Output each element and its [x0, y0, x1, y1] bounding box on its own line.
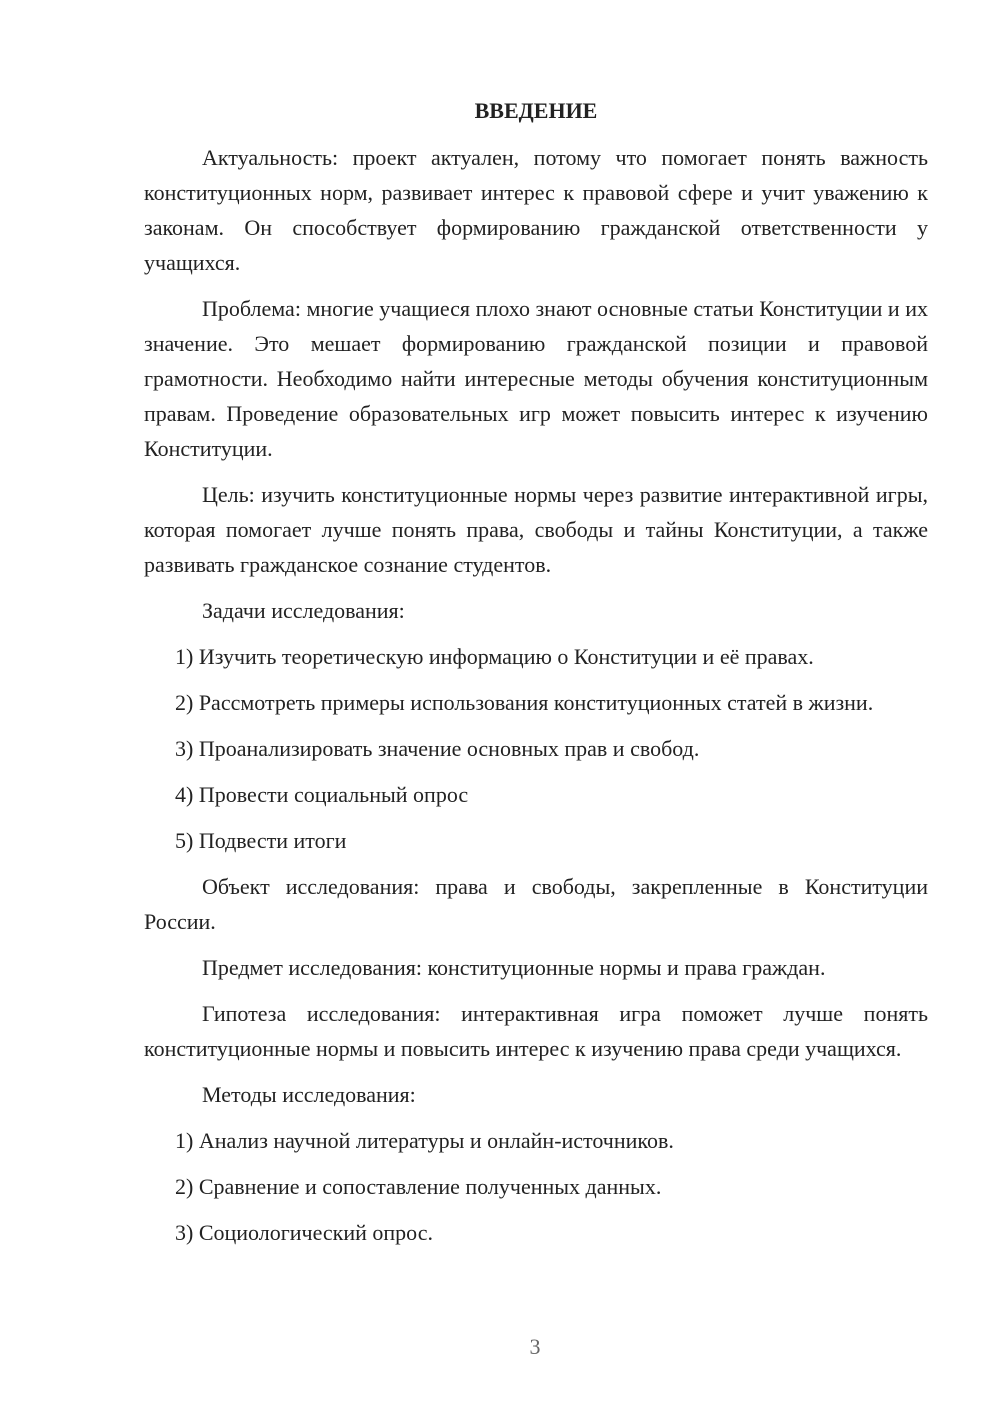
- tasks-heading: Задачи исследования:: [202, 598, 405, 623]
- method-item: 1) Анализ научной литературы и онлайн-источников.: [175, 1128, 674, 1153]
- method-item: 3) Социологический опрос.: [175, 1220, 433, 1245]
- task-item: 1) Изучить теоретическую информацию о Конституции и её правах.: [175, 644, 814, 669]
- document-page: [144, 96, 928, 1261]
- task-item: 5) Подвести итоги: [175, 828, 347, 853]
- subject-paragraph: Предмет исследования: конституционные нормы и права граждан.: [202, 955, 826, 980]
- hypothesis-paragraph: Гипотеза исследования: интерактивная игра поможет лучше понять конституционные нормы и повысить интерес к изучению права среди учащихся.: [144, 1001, 928, 1061]
- section-title: ВВЕДЕНИЕ: [474, 98, 598, 123]
- task-item: 4) Провести социальный опрос: [175, 782, 469, 807]
- methods-heading: Методы исследования:: [202, 1082, 416, 1107]
- task-item: 3) Проанализировать значение основных прав и свобод.: [175, 736, 700, 761]
- object-paragraph: Объект исследования: права и свободы, закрепленные в Конституции России.: [144, 874, 928, 934]
- relevance-paragraph: Актуальность: проект актуален, потому что помогает понять важность конституционных норм, развивает интерес к правовой сфере и учит уважению к законам. Он способствует формированию гражданской ответственности у учащихся.: [144, 145, 928, 275]
- problem-paragraph: Проблема: многие учащиеся плохо знают основные статьи Конституции и их значение. Это мешает формированию гражданской позиции и правовой грамотности. Необходимо найти интересные методы обучения конституционным правам. Проведение образовательных игр может повысить интерес к изучению Конституции.: [144, 296, 928, 461]
- method-item: 2) Сравнение и сопоставление полученных данных.: [175, 1174, 662, 1199]
- goal-paragraph: Цель: изучить конституционные нормы через развитие интерактивной игры, которая помогает лучше понять права, свободы и тайны Конституции, а также развивать гражданское сознание студентов.: [144, 482, 928, 577]
- task-item: 2) Рассмотреть примеры использования конституционных статей в жизни.: [175, 690, 874, 715]
- page-number: 3: [529, 1334, 541, 1359]
